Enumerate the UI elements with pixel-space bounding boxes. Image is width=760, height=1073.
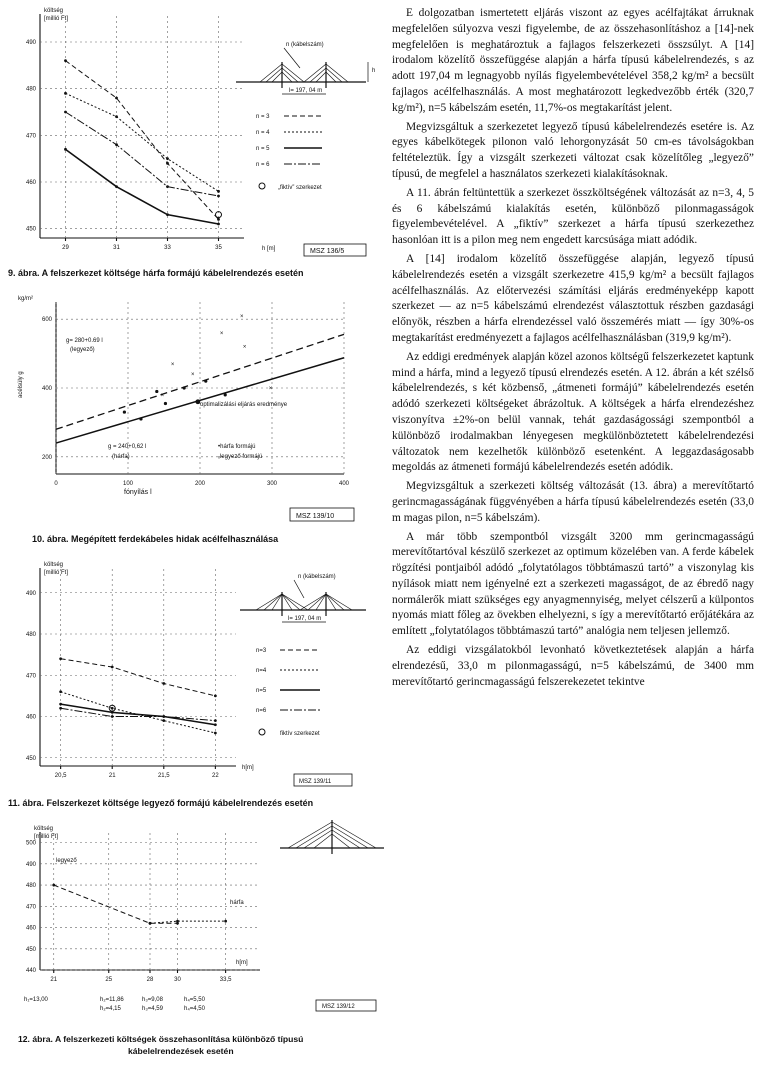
- fig12-ytick-label: 480: [25, 883, 36, 890]
- fig12-note-6: h₄=4,50: [184, 1006, 205, 1012]
- fig9-schematic-label: n (kábelszám): [286, 42, 324, 48]
- fig12-note-3: h₄=5,50: [184, 997, 205, 1003]
- fig12-data-point: [224, 920, 227, 923]
- fig12-xtick-label: 33,5: [219, 977, 232, 983]
- figure-11-chart: [4, 554, 390, 794]
- fig9-data-point: [166, 213, 169, 216]
- fig11-data-point: [162, 715, 165, 718]
- fig12-xtick-label: 21: [50, 977, 58, 983]
- fig11-data-point: [59, 703, 62, 706]
- fig11-ytick-label: 490: [25, 590, 36, 597]
- fig12-ytick-label: 490: [25, 861, 36, 868]
- fig9-legend-n3: n = 3: [256, 114, 270, 120]
- fig11-ylabel-1: költség: [44, 562, 64, 568]
- fig9-series-line-2: [66, 93, 219, 191]
- fig11-legend-n3: n=3: [256, 648, 267, 654]
- paragraph: A már több szempontból vizsgált 3200 mm gerincmagasságú merevítőtartóval készülő szerkezet az optimum közelében van. A ferde kábelek rögzítési pontjaiból adódó „folytatólagos többtámaszú tartó” a viszonylag kis nyílások miatt nem igényelné ezt a szerkezeti magasságot, de az ébredő nagy normálerők miatt szükséges egy anyagmennyiség, melyet célszerű a külpontos nyomás miatt főleg az övekben elhelyezni, s így a merevítőtartó erőjátékára az említett „folytatólagos többtámaszú tartó” analógia nem teljesen jellemző.: [392, 530, 754, 638]
- fig12-ylabel-2: [millió Ft]: [34, 834, 58, 840]
- fig11-data-point: [59, 707, 62, 710]
- fig11-data-point: [214, 719, 217, 722]
- fig9-span-label: l= 197, 04 m: [289, 88, 323, 94]
- fig9-xtick-label: 31: [113, 245, 120, 251]
- fig11-stamp: MSZ 139/11: [299, 779, 332, 785]
- fig9-caption: 9. ábra. A felszerkezet költsége hárfa formájú kábelelrendezés esetén: [8, 268, 304, 278]
- figure-10-chart: [4, 288, 390, 528]
- fig10-stamp: MSZ 139/10: [296, 513, 335, 520]
- fig11-data-point: [111, 715, 114, 718]
- fig10-fan-point: ×: [160, 392, 165, 399]
- fig10-fan-point: ×: [240, 313, 244, 320]
- fig11-xtick-label: 22: [212, 773, 219, 779]
- fig11-legend-n4: n=4: [256, 668, 267, 674]
- figure-12-chart: [4, 818, 390, 1040]
- fig10-fan-point: ×: [191, 372, 195, 379]
- fig9-stamp: MSZ 136/5: [310, 248, 345, 255]
- fig10-xlabel: fónyílás l: [124, 489, 152, 496]
- fig12-note-5: h₃=4,59: [142, 1006, 163, 1012]
- fig10-xtick-label: 400: [338, 481, 350, 487]
- fig9-data-point: [64, 59, 67, 62]
- fig11-legend: [256, 648, 320, 737]
- fig10-fan-point: ×: [170, 361, 175, 368]
- fig9-data-point: [115, 185, 118, 188]
- fig9-legend-n4: n = 4: [256, 130, 270, 136]
- fig11-caption: 11. ábra. Felszerkezet költsége legyező formájú kábelelrendezés esetén: [8, 798, 314, 808]
- fig12-xtick-label: 25: [105, 977, 113, 983]
- fig9-ytick-label: 480: [25, 86, 36, 93]
- fig11-data-point: [111, 707, 114, 710]
- fig10-harp-point: [164, 402, 167, 405]
- fig9-data-point: [64, 148, 67, 151]
- fig11-legend-n6: n=6: [256, 708, 267, 714]
- paragraph: Megvizsgáltuk a szerkezeti költség változását (13. ábra) a merevítőtartó gerincmagasságának függvényében a hárfa típusú kábelelrendezés esetén (33,0 m magas pilon, n=5 kábelszám).: [392, 480, 754, 524]
- fig10-ytick-label: 400: [41, 386, 52, 392]
- fig9-series-line-4: [66, 112, 219, 196]
- fig10-eq-harp-2: (hárfa): [112, 454, 130, 460]
- fig10-eq-fan-2: (legyező): [70, 347, 95, 353]
- paragraph: Az eddigi eredmények alapján közel azonos költségű felszerkezetet kaptunk mind a hárfa, mind a legyező típusú elrendezés esetén. A 12. ábrán a két szélső kábelelrendezés, s két közbenső, „átmeneti formájú” kábelelrendezés esetén adódó szerkezeti költségeket ábrázoltuk. A költségek a hárfa elrendezéshez viszonyítva ±2%-on belül vannak, tehát gazdaságossági szempontból a különböző irodalmakban lényegesen megkülönböztetett kábelelrendezési változatok nem kezelhetők különböző esetenként. A leggazdaságosabb megoldás az átmeneti formájú kábelelrendezés esetén adódik.: [392, 350, 754, 474]
- body-text-column: [392, 6, 754, 1070]
- fig9-legend: [256, 114, 322, 191]
- fig9-data-point: [64, 111, 67, 114]
- fig10-eq-fan-1: g= 280+0.69 l: [66, 338, 103, 344]
- fig10-harp-point: [183, 386, 186, 389]
- fig11-ytick-label: 480: [25, 632, 36, 638]
- fig9-xtick-label: 33: [164, 245, 171, 251]
- fig10-ytick-label: 200: [41, 454, 52, 461]
- fig10-ylabel-unit: kg/m²: [18, 296, 33, 302]
- fig11-span-label: l= 197, 04 m: [288, 616, 322, 622]
- fig11-ytick-label: 460: [25, 714, 36, 721]
- fig11-data-point: [162, 719, 165, 722]
- fig9-ytick-label: 460: [25, 180, 36, 186]
- figures-column: [4, 0, 390, 1073]
- fig9-xtick-label: 29: [62, 245, 69, 251]
- fig12-note-2: h₃=9,08: [142, 997, 163, 1003]
- fig12-ytick-label: 460: [25, 925, 36, 932]
- fig10-marker-fan: ₓlegyező formájú: [218, 454, 263, 460]
- fig9-series-line-1: [66, 61, 219, 220]
- fig9-ytick-label: 450: [25, 226, 36, 233]
- fig11-legend-fictive-marker: [259, 729, 265, 735]
- fig10-ytick-label: 600: [41, 317, 52, 324]
- fig9-data-point: [64, 92, 67, 95]
- fig10-xtick-label: 200: [194, 481, 206, 487]
- fig11-data-point: [214, 694, 217, 697]
- fig12-caption-2: kábelelrendezések esetén: [128, 1046, 234, 1056]
- fig10-fan-point: ×: [268, 386, 273, 392]
- fig11-data-point: [214, 723, 217, 726]
- fig9-ylabel-2: [millió Ft]: [44, 16, 68, 22]
- fig10-harp-point: [204, 380, 207, 383]
- fig12-harp-label: hárfa: [230, 900, 244, 906]
- fig9-data-point: [217, 195, 220, 198]
- fig9-data-point: [217, 218, 220, 221]
- fig9-fictive-label: „fiktív” szerkezet: [278, 185, 322, 191]
- fig10-xtick-label: 0: [54, 481, 58, 487]
- fig9-series-line-3: [66, 149, 219, 224]
- paragraph: Az eddigi vizsgálatokból levonható következtetések alapján a hárfa elrendezésű, 33,0 m pilonmagasságú, n=5 kábelszámú, de 3400 mm merevítőtartó gerincmagasságú felszerekezetet tekintve: [392, 644, 754, 688]
- fig10-eq-harp-1: g = 240+0,62 l: [108, 444, 147, 450]
- fig12-xtick-label: 28: [146, 977, 154, 983]
- paragraph: E dolgozatban ismertetett eljárás viszont az egyes acélfajtákat árruknak megfelelően súlyozva veszi figyelembe, de az összehasonlításhoz a [14]-nek megfelelően is meghatároztuk a fajlagos felszerkezeti összsúlyt. A [14] irodalom közelítő összefüggése alapján a hárfa típusú kábelelrendezés, s az adott 197,04 m legnagyobb nyílás figyelembevételével 358,2 kg/m² a becsült fajlagos acélfelhasználás. A most meghatározott legkedvezőbb érték (320,7 kg/m²), n=5 kábelszám esetén, 11,7%-os megtakarítást jelent.: [392, 7, 754, 114]
- fig11-series-line-3: [61, 704, 216, 725]
- fig9-legend-n5: n = 5: [256, 146, 270, 152]
- fig12-fan-label: legyező: [56, 858, 77, 864]
- figure-11: [4, 554, 390, 812]
- fig12-data-point: [52, 884, 55, 887]
- fig11-data-point: [59, 690, 62, 693]
- paragraph: A [14] irodalom közelítő összefüggése alapján, legyező típusú kábelelrendezés esetén a vizsgált szerkezetre 415,9 kg/m² a becsült fajlagos acélfelhasználás. Az előtervezési számítási eljárás eredményeképp kapott szerkezet — az n=5 kábelszámú elrendezést választottuk részben gazdasági előnyök, részben a hárfa elrendezéssel való összemérés miatt — így 30%-os megtakarítást eredményezett a fajlagos acélfelhasználásban (319,9 kg/m²).: [392, 252, 754, 344]
- fig12-pylon-schematic: [280, 820, 384, 854]
- fig9-xlabel: h [m]: [262, 246, 276, 252]
- fig9-ylabel-1: költség: [44, 8, 64, 14]
- fig12-note-4: h₂=4,15: [100, 1006, 121, 1012]
- fig11-ytick-label: 470: [25, 673, 36, 680]
- fig11-xtick-label: 20,5: [54, 773, 67, 779]
- fig12-data-point: [176, 920, 179, 923]
- fig10-fan-point: ×: [242, 344, 247, 351]
- fig11-legend-n5: n=5: [256, 688, 267, 694]
- fig11-xtick-label: 21,5: [157, 773, 170, 779]
- fig9-data-point: [115, 115, 118, 118]
- fig9-data-point: [166, 162, 169, 165]
- figure-9: [4, 0, 390, 280]
- fig10-harp-point: [123, 410, 126, 413]
- fig12-ytick-label: 440: [25, 968, 36, 974]
- fig12-data-point: [149, 922, 152, 925]
- fig10-xtick-label: 300: [266, 481, 278, 487]
- fig12-xtick-label: 30: [174, 977, 181, 983]
- fig12-xlabel: h[m]: [236, 960, 248, 966]
- fig9-h-label: h: [372, 68, 376, 74]
- fig9-data-point: [115, 143, 118, 146]
- fig12-ytick-label: 500: [25, 840, 36, 847]
- figure-12: [4, 818, 390, 1073]
- fig9-data-point: [166, 185, 169, 188]
- fig9-data-point: [166, 157, 169, 160]
- paragraph: A 11. ábrán feltüntettük a szerkezet összköltségének változását az n=3, 4, 5 és 6 kábelszámú kialakítás esetén, különböző pilonmagasságok figyelembevételével. A „fiktív” szerkezet a hárfa típusú szerkezethez hasonlóan itt is a pilon meg nem engedett karcsúsága miatt adódik.: [392, 186, 754, 247]
- fig10-xtick-label: 100: [122, 481, 134, 487]
- figure-10: [4, 288, 390, 548]
- fig10-ylabel: acélsúly g: [18, 371, 24, 398]
- fig11-data-point: [111, 666, 114, 669]
- fig11-xlabel: h[m]: [242, 765, 254, 771]
- fig10-harp-regression-line: [56, 358, 344, 443]
- fig9-data-point: [217, 190, 220, 193]
- fig11-ytick-label: 450: [25, 755, 36, 762]
- fig12-stamp: MSZ 139/12: [322, 1004, 355, 1010]
- fig9-ytick-label: 470: [25, 133, 36, 140]
- fig11-bridge-schematic: [240, 574, 366, 622]
- fig11-xtick-label: 21: [108, 773, 116, 779]
- fig12-ytick-label: 450: [25, 946, 36, 953]
- fig11-schematic-label: n (kábelszám): [298, 574, 336, 580]
- fig10-caption: 10. ábra. Megépített ferdekábeles hidak acélfelhasználása: [32, 534, 279, 544]
- fig9-bridge-schematic: [236, 42, 375, 94]
- fig10-opt-label: optimalizálási eljárás eredménye: [200, 402, 288, 408]
- fig9-data-point: [217, 223, 220, 226]
- fig9-data-point: [115, 97, 118, 100]
- fig10-marker-harp: •hárfa formájú: [218, 444, 256, 450]
- fig9-legend-n6: n = 6: [256, 162, 270, 168]
- fig11-series-line-1: [61, 659, 216, 696]
- fig12-note-0: h₁=13,00: [24, 997, 48, 1003]
- fig12-ytick-label: 470: [25, 904, 36, 911]
- fig9-ytick-label: 490: [25, 40, 36, 46]
- fig12-notes: [24, 997, 206, 1012]
- fig11-ylabel-2: [millió Ft]: [44, 570, 68, 576]
- fig12-series-line-1: [54, 885, 178, 923]
- fig11-fictive-label: fiktív szerkezet: [280, 731, 320, 737]
- fig12-note-1: h₂=11,86: [100, 997, 124, 1003]
- fig10-harp-point: [155, 390, 158, 393]
- fig10-harp-point: [224, 393, 227, 396]
- fig11-data-point: [59, 657, 62, 660]
- figure-9-chart: [4, 0, 390, 266]
- fig11-data-point: [162, 682, 165, 685]
- fig10-harp-point: [139, 417, 142, 420]
- fig10-fan-point: ×: [219, 330, 224, 337]
- fig9-xtick-label: 35: [215, 245, 222, 251]
- fig11-data-point: [214, 732, 217, 735]
- fig12-ylabel-1: költség: [34, 826, 54, 832]
- fig9-legend-fictive-marker: [259, 183, 265, 189]
- fig11-series-line-2: [61, 692, 216, 733]
- paragraph: Megvizsgáltuk a szerkezetet legyező típusú kábelelrendezés esetére is. Az egyes kábelkötegek pilonon való lehorgonyzását 50 cm-es távolságokban feltételeztük. Így a vizsgált szerkezeti változat csak közelítőleg „legyező” típusú, de megfelel a használatos szerkezeti kialakításoknak.: [392, 120, 754, 180]
- fig12-caption-1: 12. ábra. A felszerkezeti költségek összehasonlítása különböző típusú: [18, 1034, 304, 1044]
